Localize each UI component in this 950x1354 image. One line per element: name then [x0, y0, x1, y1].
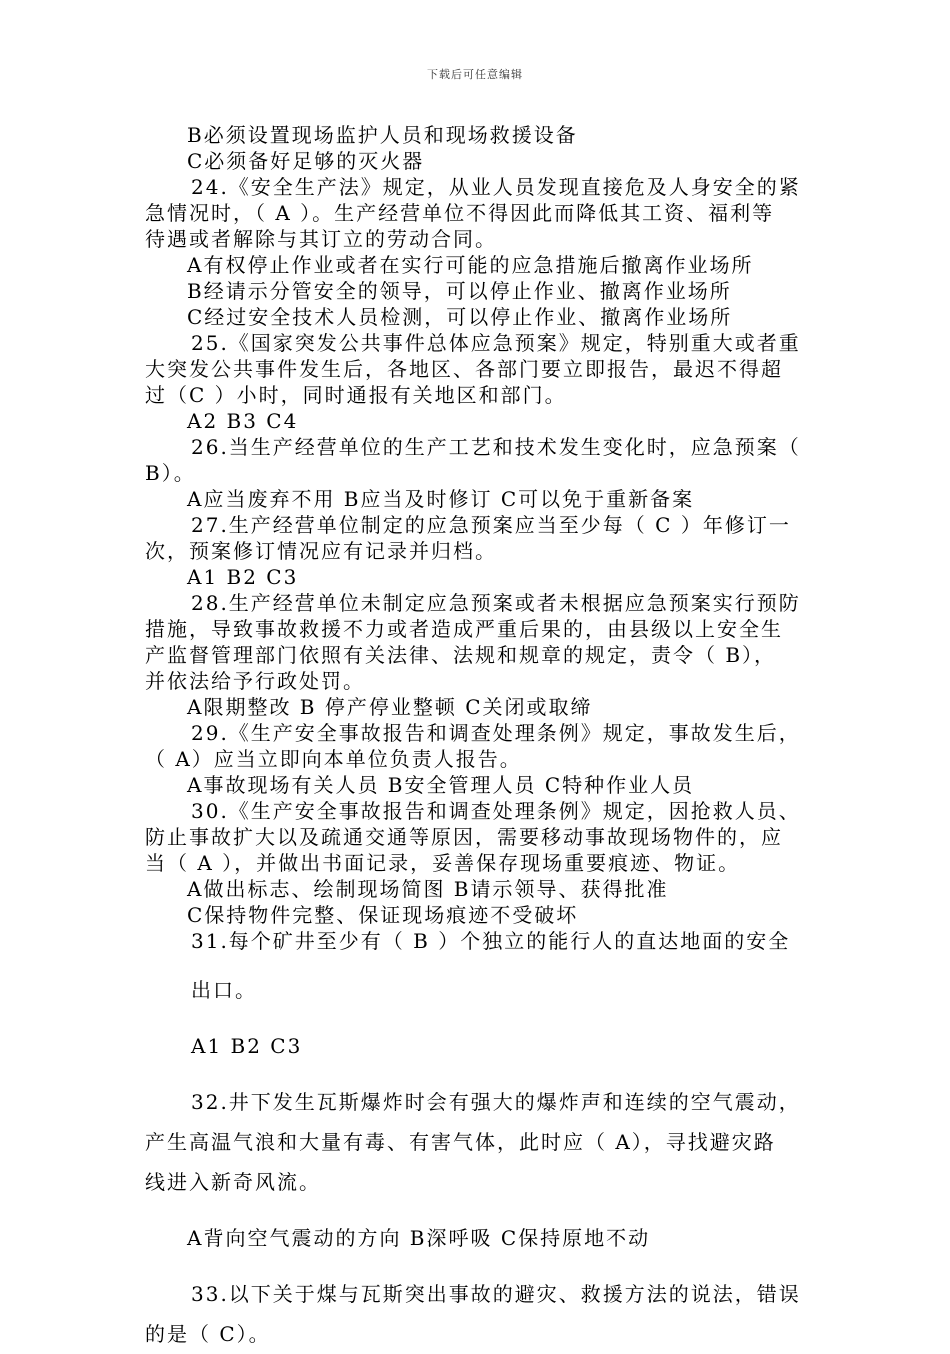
text-line: 防止事故扩大以及疏通交通等原因，需要移动事故现场物件的，应 — [145, 825, 783, 849]
text-line: C必须备好足够的灭火器 — [187, 149, 425, 173]
text-line: 的是（ C）。 — [145, 1322, 271, 1346]
option-line: A1 B2 C3 — [191, 1034, 303, 1058]
option-line: C经过安全技术人员检测，可以停止作业、撤离作业场所 — [187, 305, 733, 329]
text-line: 产监督管理部门依照有关法律、法规和规章的规定，责令（ B）， — [145, 643, 777, 667]
text-line: 出口。 — [191, 978, 257, 1002]
option-line: A背向空气震动的方向 B深呼吸 C保持原地不动 — [187, 1226, 651, 1250]
option-line: A应当废弃不用 B应当及时修订 C可以免于重新备案 — [187, 487, 695, 511]
option-line: A有权停止作业或者在实行可能的应急措施后撤离作业场所 — [187, 253, 754, 277]
question-line: 33.以下关于煤与瓦斯突出事故的避灾、救援方法的说法，错误 — [191, 1282, 801, 1306]
option-line: C保持物件完整、保证现场痕迹不受破坏 — [187, 903, 579, 927]
text-line: B必须设置现场监护人员和现场救援设备 — [187, 123, 578, 147]
text-line: 并依法给予行政处罚。 — [145, 669, 365, 693]
question-line: 30.《生产安全事故报告和调查处理条例》规定，因抢救人员、 — [191, 799, 801, 823]
option-line: A2 B3 C4 — [187, 409, 299, 433]
text-line: 大突发公共事件发生后，各地区、各部门要立即报告，最迟不得超 — [145, 357, 783, 381]
option-line: A限期整改 B 停产停业整顿 C关闭或取缔 — [187, 695, 593, 719]
document-body — [145, 122, 810, 1354]
text-line: 次，预案修订情况应有记录并归档。 — [145, 539, 497, 563]
text-line: （ A）应当立即向本单位负责人报告。 — [145, 747, 522, 771]
option-line: A1 B2 C3 — [187, 565, 299, 589]
text-line: 线进入新奇风流。 — [145, 1170, 321, 1194]
option-line: A做出标志、绘制现场简图 B请示领导、获得批准 — [187, 877, 669, 901]
question-line: 29.《生产安全事故报告和调查处理条例》规定，事故发生后， — [191, 721, 801, 745]
question-line: 24.《安全生产法》规定，从业人员发现直接危及人身安全的紧 — [191, 175, 801, 199]
text-line: 待遇或者解除与其订立的劳动合同。 — [145, 227, 497, 251]
text-line: 产生高温气浪和大量有毒、有害气体，此时应（ A），寻找避灾路 — [145, 1130, 776, 1154]
question-line: 28.生产经营单位未制定应急预案或者未根据应急预案实行预防 — [191, 591, 801, 615]
text-line: B）。 — [145, 461, 196, 485]
question-line: 31.每个矿井至少有（ B ）个独立的能行人的直达地面的安全 — [191, 929, 791, 953]
text-line: 当（ A ），并做出书面记录，妥善保存现场重要痕迹、物证。 — [145, 851, 741, 875]
option-line: A事故现场有关人员 B安全管理人员 C特种作业人员 — [187, 773, 695, 797]
question-line: 26.当生产经营单位的生产工艺和技术发生变化时，应急预案（ — [191, 435, 801, 459]
text-line: 措施，导致事故救援不力或者造成严重后果的，由县级以上安全生 — [145, 617, 783, 641]
text-line: 急情况时，（ A ）。生产经营单位不得因此而降低其工资、福利等 — [145, 201, 775, 225]
question-line: 25.《国家突发公共事件总体应急预案》规定，特别重大或者重 — [191, 331, 801, 355]
question-line: 27.生产经营单位制定的应急预案应当至少每（ C ）年修订一 — [191, 513, 791, 537]
text-line: 过（C ）小时，同时通报有关地区和部门。 — [145, 383, 567, 407]
option-line: B经请示分管安全的领导，可以停止作业、撤离作业场所 — [187, 279, 732, 303]
question-line: 32.井下发生瓦斯爆炸时会有强大的爆炸声和连续的空气震动， — [191, 1090, 801, 1114]
page-header: 下载后可任意编辑 — [427, 68, 523, 81]
